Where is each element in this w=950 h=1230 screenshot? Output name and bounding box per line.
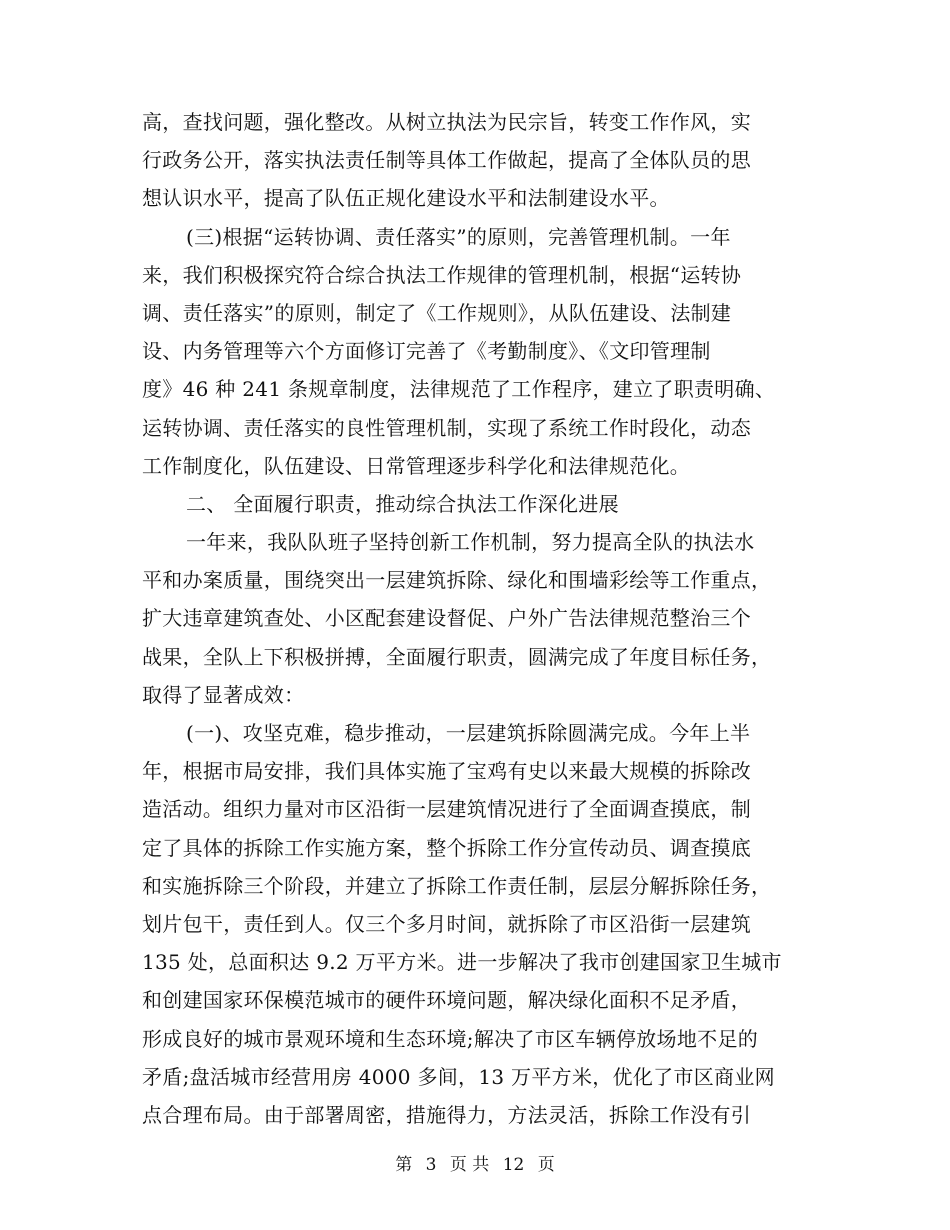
text-line: 战果，全队上下积极拼搏，全面履行职责，圆满完成了年度目标任务，	[142, 644, 772, 669]
text-line: (一)、攻坚克难，稳步推动，一层建筑拆除圆满完成。今年上半	[186, 721, 751, 745]
text-line: 一年来，我队队班子坚持创新工作机制，努力提高全队的执法水	[186, 530, 755, 555]
text-line: 矛盾;盘活城市经营用房 4000 多间，13 万平方米，优化了市区商业网	[142, 1064, 775, 1089]
text-line: 想认识水平，提高了队伍正规化建设水平和法制建设水平。	[142, 186, 670, 211]
current-page-number: 3	[425, 1155, 437, 1175]
text-line: 扩大违章建筑查处、小区配套建设督促、户外广告法律规范整治三个	[142, 606, 751, 631]
text-line: 形成良好的城市景观环境和生态环境;解决了市区车辆停放场地不足的	[142, 1026, 759, 1051]
text-line: 年，根据市局安排，我们具体实施了宝鸡有史以来最大规模的拆除改	[142, 759, 751, 784]
text-line: 行政务公开，落实执法责任制等具体工作做起，提高了全体队员的思	[142, 148, 751, 173]
text-line: 平和办案质量，围绕突出一层建筑拆除、绿化和围墙彩绘等工作重点，	[142, 568, 772, 593]
text-line: (三)根据“运转协调、责任落实”的原则，完善管理机制。一年	[186, 224, 731, 249]
footer-prefix: 第	[395, 1155, 413, 1175]
text-line: 定了具体的拆除工作实施方案，整个拆除工作分宣传动员、调查摸底	[142, 835, 751, 860]
page-footer	[0, 1153, 950, 1177]
text-line: 高，查找问题，强化整改。从树立执法为民宗旨，转变工作作风，实	[142, 110, 751, 134]
text-line: 划片包干，责任到人。仅三个多月时间，就拆除了市区沿街一层建筑	[142, 911, 751, 936]
text-line: 点合理布局。由于部署周密，措施得力，方法灵活，拆除工作没有引	[142, 1102, 751, 1127]
footer-middle: 页 共	[449, 1155, 490, 1175]
text-line: 调、责任落实”的原则，制定了《工作规则》，从队伍建设、法制建	[142, 300, 732, 325]
total-page-count: 12	[502, 1155, 525, 1175]
text-line: 和实施拆除三个阶段，并建立了拆除工作责任制，层层分解拆除任务，	[142, 873, 772, 898]
text-line: 取得了显著成效：	[142, 682, 305, 707]
text-line: 运转协调、责任落实的良性管理机制，实现了系统工作时段化，动态	[142, 415, 751, 440]
document-body	[142, 103, 802, 1134]
text-line: 设、内务管理等六个方面修订完善了《考勤制度》、《文印管理制	[142, 339, 711, 364]
text-line: 来，我们积极探究符合综合执法工作规律的管理机制，根据“运转协	[142, 262, 742, 287]
text-line: 135 处，总面积达 9.2 万平方米。进一步解决了我市创建国家卫生城市	[142, 950, 782, 975]
footer-suffix: 页	[537, 1155, 555, 1175]
text-line: 造活动。组织力量对市区沿街一层建筑情况进行了全面调查摸底，制	[142, 797, 751, 822]
text-line: 工作制度化，队伍建设、日常管理逐步科学化和法律规范化。	[142, 453, 691, 478]
text-line: 和创建国家环保模范城市的硬件环境问题，解决绿化面积不足矛盾，	[142, 988, 751, 1013]
text-line: 度》46 种 241 条规章制度，法律规范了工作程序，建立了职责明确、	[142, 377, 776, 402]
text-line: 二、 全面履行职责，推动综合执法工作深化进展	[186, 491, 619, 516]
